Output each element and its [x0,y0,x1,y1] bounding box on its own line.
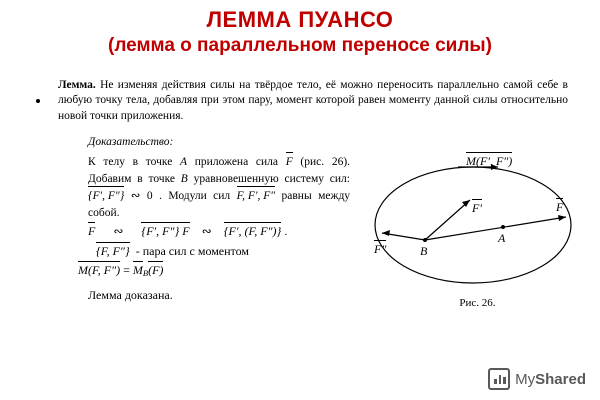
label-f-prime-text: F′ [472,201,482,215]
label-moment [466,153,512,169]
label-f-prime [472,200,482,216]
label-f-text: F [556,200,564,214]
myshared-logo [488,368,586,390]
formula-1-rel-1: ∾ [113,224,124,238]
formula-3-sub: B [142,268,149,278]
formula-2-text: - пара сил с моментом [135,244,250,258]
logo-prefix: My [515,370,536,388]
figure-caption: Рис. 26. [459,297,496,309]
logo-name: Shared [535,370,586,388]
proof-body [88,153,350,222]
bullet-point-icon [36,99,40,103]
proof-text-3: (рис. 26). [300,156,351,168]
formula-2-pair: {F, F″} [96,244,130,258]
formula-pair-moment [96,243,249,259]
figure-26 [370,145,585,320]
formula-1-left: F [88,224,96,238]
proof-equiv-zero: ∾ 0 [130,190,153,203]
formula-3-right: M [132,263,143,277]
label-point-a: A [498,231,506,245]
f-double-prime-arrow-head [382,230,390,236]
point-a-dot [501,225,505,229]
bar-chart-icon [488,368,510,390]
proof-moduli: F, F′, F″ [237,187,275,205]
formula-3-arg: (F) [148,263,164,277]
formula-3-left: M(F, F″) [78,263,121,277]
formula-1-period: . [284,224,288,238]
proof-text-2: приложена сила [194,156,278,168]
proof-text-4: Добавим в точке [88,172,175,185]
lemma-statement [58,78,568,124]
proof-system-forces: {F′, F″} [88,187,124,205]
f-arrow-head [558,215,566,221]
page-title: ЛЕММА ПУАНСО [206,7,394,32]
formula-equivalence [88,223,287,239]
body-ellipse [375,167,571,283]
page-subtitle: (лемма о параллельном переносе силы) [108,35,492,57]
formula-3-eq: = [123,263,130,277]
logo-text [515,371,586,388]
label-point-b: B [420,244,428,258]
lemma-label: Лемма. [58,79,96,91]
proof-point-a: A [180,156,188,168]
point-b-dot [423,238,427,242]
proof-force-f: F [286,153,293,171]
proof-text-6: . Модули сил [159,190,231,203]
proof-point-b: B [180,172,188,185]
proof-label: Доказательство: [88,136,174,148]
proof-conclusion: Лемма доказана. [88,288,173,302]
label-moment-text: M(F′, F″) [466,154,513,168]
proof-text-7: равны между собой. [88,190,351,220]
proof-text-5: уравновешенную систему сил: [193,172,350,185]
formula-1-rel-2: ∾ [201,224,212,238]
formula-1-mid: {F′, F″} F [141,224,190,238]
formula-1-right: {F′, (F, F″)} [223,224,282,238]
formula-moment-equality [78,262,163,278]
title-block [0,0,600,58]
label-f-double-prime [374,241,386,257]
label-f-double-prime-text: F″ [374,242,387,256]
lemma-body: Не изменяя действия силы на твёрдое тело, её можно переносить параллельно самой себе в любую точку тела, добавляя при этом пару, момент которой равен моменту данной силы относительно новой точки приложения. [58,79,568,122]
figure-diagram [370,145,585,320]
proof-text-1: К телу в точке [88,156,173,168]
label-f [556,199,563,215]
